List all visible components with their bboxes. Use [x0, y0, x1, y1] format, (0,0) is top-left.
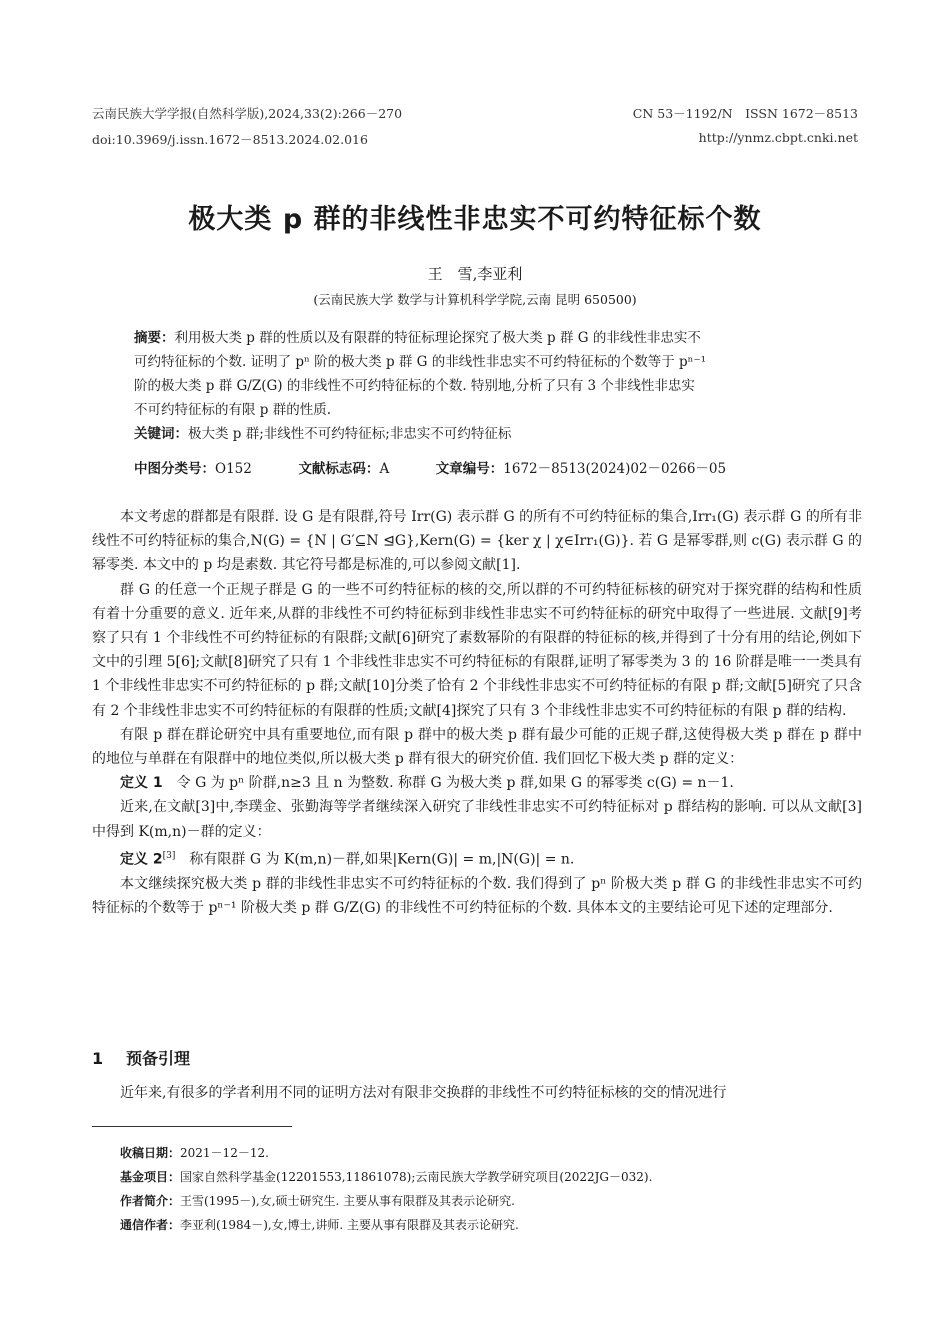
- footnote-received: 收稿日期：2021－12－12.: [120, 1146, 269, 1160]
- abstract-line: 摘要：利用极大类 p 群的性质以及有限群的特征标理论探究了极大类 p 群 G 的非线性非忠实不: [134, 330, 701, 346]
- paragraph: 群 G 的任意一个正规子群是 G 的一些不可约特征标的核的交,所以群的不可约特征标核的研究对于探究群的结构和性质有着十分重要的意义. 近年来,从群的非线性不可约特征标到非线性非忠实不可约特征标的研究中取得了一些进展. 文献[9]考察了只有 1 个非线性不可约特征标的有限群;文献[6]研究了素数幂阶的有限群的特征标的核,并得到了十分有用的结论,例如下文中的引理 5[6];文献[8]研究了只有 1 个非线性非忠实不可约特征标的有限群,证明了幂零类为 3 的 16 阶群是唯一一类具有 1 个非线性非忠实不可约特征标的 p 群;文献[10]分类了恰有 2 个非线性非忠实不可约特征标的有限 p 群;文献[5]研究了只含有 2 个非线性非忠实不可约特征标的有限群的性质;文献[4]探究了只有 3 个非线性非忠实不可约特征标的有限 p 群的结构.: [92, 581, 862, 719]
- journal-citation: 云南民族大学学报(自然科学版),2024,33(2):266－270: [92, 106, 403, 121]
- footnote-divider: [92, 1126, 292, 1127]
- definition-1: 定义 1 令 G 为 pⁿ 阶群,n≥3 且 n 为整数. 称群 G 为极大类 p 群,如果 G 的幂零类 c(G) = n－1.: [120, 775, 734, 792]
- classification-line: [134, 457, 726, 477]
- abstract-label: 摘要：: [134, 330, 175, 346]
- issn: CN 53－1192/N ISSN 1672－8513: [632, 106, 858, 121]
- article-no-label: 文章编号：: [435, 461, 504, 477]
- keywords-label: 关键词：: [134, 426, 188, 442]
- definition-label: 定义 2: [120, 851, 163, 868]
- definition-2: 定义 2[3] 称有限群 G 为 K(m,n)－群,如果|Kern(G)| = m,|N(G)| = n.: [120, 850, 575, 868]
- doi: doi:10.3969/j.issn.1672－8513.2024.02.016: [92, 132, 368, 147]
- paragraph: 本文继续探究极大类 p 群的非线性非忠实不可约特征标的个数. 我们得到了 pⁿ 阶极大类 p 群 G 的非线性非忠实不可约特征标的个数等于 pⁿ⁻¹ 阶极大类 p 群 G/Z(G) 的非线性不可约特征标的个数. 具体本文的主要结论可见下述的定理部分.: [92, 875, 862, 916]
- article-no-value: 1672－8513(2024)02－0266－05: [503, 461, 727, 477]
- abstract-line: 不可约特征标的有限 p 群的性质.: [134, 402, 332, 418]
- section-title: 预备引理: [126, 1049, 191, 1068]
- authors: 王 雪,李亚利: [427, 265, 523, 283]
- doc-code-value: A: [379, 461, 390, 477]
- definition-label: 定义 1: [120, 775, 163, 792]
- citation-ref: [3]: [162, 850, 176, 861]
- footnote-funding: 基金项目：国家自然科学基金(12201553,11861078);云南民族大学教学研究项目(2022JG－032).: [120, 1170, 653, 1184]
- section-heading: [92, 1046, 190, 1069]
- affiliation: (云南民族大学 数学与计算机科学学院,云南 昆明 650500): [313, 292, 637, 307]
- abstract: [134, 326, 834, 446]
- footnote-author: 作者简介：王雪(1995－),女,硕士研究生. 主要从事有限群及其表示论研究.: [120, 1194, 515, 1208]
- keywords: 关键词：极大类 p 群;非线性不可约特征标;非忠实不可约特征标: [134, 426, 512, 442]
- paragraph: 近来,在文献[3]中,李璞金、张勤海等学者继续深入研究了非线性非忠实不可约特征标对 p 群结构的影响. 可以从文献[3]中得到 K(m,n)－群的定义：: [92, 799, 862, 840]
- abstract-line: 阶的极大类 p 群 G/Z(G) 的非线性不可约特征标的个数. 特别地,分析了只有 3 个非线性非忠实: [134, 378, 695, 394]
- journal-url: http://ynmz.cbpt.cnki.net: [698, 130, 858, 145]
- clc-label: 中图分类号：: [134, 461, 215, 477]
- section-number: 1: [92, 1049, 104, 1068]
- clc-value: O152: [215, 461, 252, 477]
- footnote-corresponding: 通信作者：李亚利(1984－),女,博士,讲师. 主要从事有限群及其表示论研究.: [120, 1218, 519, 1232]
- paragraph: 近年来,有很多的学者利用不同的证明方法对有限非交换群的非线性不可约特征标核的交的情况进行: [120, 1085, 727, 1101]
- doc-code-label: 文献标志码：: [298, 461, 380, 477]
- paragraph: 有限 p 群在群论研究中具有重要地位,而有限 p 群中的极大类 p 群有最少可能的正规子群,这使得极大类 p 群在 p 群中的地位与单群在有限群中的地位类似,所以极大类 p 群有很大的研究价值. 我们回忆下极大类 p 群的定义：: [92, 726, 862, 768]
- body-text: [92, 505, 862, 920]
- abstract-line: 可约特征标的个数. 证明了 pⁿ 阶的极大类 p 群 G 的非线性非忠实不可约特征标的个数等于 pⁿ⁻¹: [134, 354, 707, 370]
- paper-title: 极大类 p 群的非线性非忠实不可约特征标个数: [188, 204, 762, 235]
- paragraph: 本文考虑的群都是有限群. 设 G 是有限群,符号 Irr(G) 表示群 G 的所有不可约特征标的集合,Irr₁(G) 表示群 G 的所有非线性不可约特征标的集合,N(G) = {N | G′⊆N ⊴G},Kern(G) = {ker χ | χ∈Irr₁(G)}. 若 G 是幂零群,则 c(G) 表示群 G 的幂零类. 本文中的 p 均是素数. 其它符号都是标准的,可以参阅文献[1].: [92, 509, 862, 574]
